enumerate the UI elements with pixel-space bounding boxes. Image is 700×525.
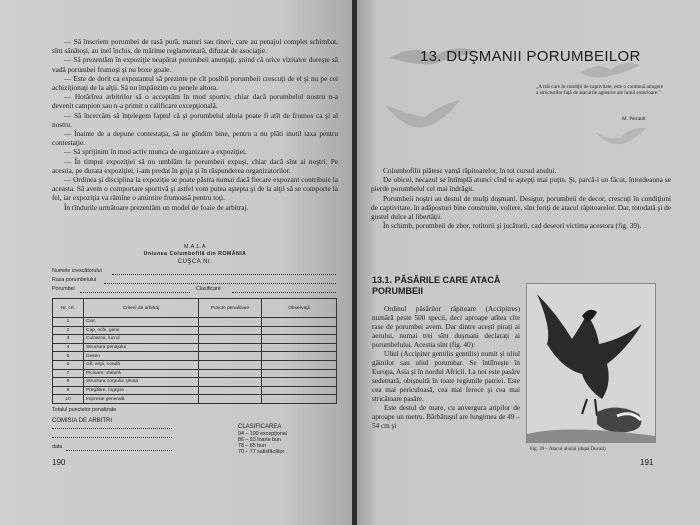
paragraph: Este destul de mare, cu anvergura aripilor de aproape un metru. Bărbătuşul are lungimea de 49 – 54 cm şi (372, 404, 520, 430)
field-owner-line (112, 274, 336, 275)
points-cell (199, 318, 262, 327)
table-row (53, 343, 337, 352)
paragraph: Columbofilii plătesc vamă răpitoarelor, în tot cursul anului. (383, 166, 557, 175)
paragraph: În rîndurile următoare prezentăm un model de foaie de arbitraj. (64, 202, 249, 212)
points-cell (199, 360, 262, 369)
paragraph: Porumbeii noştri au destul de mulţi duşmani. Desigur, porumbeii de decor, crescuţi în condiţiuni de captivitate, în adăposturi bine construite, voliere, sînt feriţi de atacul răpitoarelor. Dar, totodată şi de gustul dulce al libertăţii. (371, 193, 671, 222)
figure-caption: Fig. 39 – Atacul uliului (după Duvall) (530, 447, 606, 452)
row-number: 10 (53, 395, 84, 404)
form-header-org: M.A.L.A (184, 244, 206, 250)
paragraph: Ordinul păsărilor răpitoare (Accipitres) numără peste 500 specii, deci aproape atîtea cîte rase de porumbei avem. Dar dintre acești pirați ai aerului, numai trei sînt duşmani declaraţi ai porumbelului. Acestia sînt (fig. 40): (372, 305, 520, 349)
paragraph: În schimb, porumbeii de zbor, rotitorii şi jucătorii, cad deseori victima acestora (fig. 39). (383, 221, 642, 231)
classification-title: CLASIFICAREA (238, 424, 282, 430)
paragraph: — Să sprijinim în mod activ munca de organizare a expoziţiei. (64, 147, 247, 157)
criterion-label: Structura penajului (84, 343, 199, 352)
notes-cell (262, 378, 337, 387)
chapter-intro (371, 166, 671, 230)
points-cell (199, 378, 262, 387)
paragraph: De obicei, necazul se întîmplă atunci cînd te aştepţi mai puţin. Şi, parcă-i un făcut, întotdeauna se pierde porumbelul cel mai îndrăgit. (371, 175, 671, 194)
notes-cell (262, 386, 337, 395)
paragraph: — Hotărîrea arbitrilor să o acceptăm în mod sportiv, chiar dacă porumbelul nostru n-a devenit campion sau n-a primit o calificare excepţională. (52, 92, 338, 111)
epigraph-author: M. Perrault (622, 116, 646, 122)
points-cell (199, 335, 262, 344)
table-row (53, 386, 337, 395)
table-row (53, 335, 337, 344)
notes-cell (262, 343, 337, 352)
flying-bird-icon (380, 95, 465, 140)
judging-table (52, 298, 337, 404)
table-row (53, 395, 337, 404)
notes-cell (262, 352, 337, 361)
row-number: 6 (53, 360, 84, 369)
classification-row: 94 – 100 excepţional (238, 431, 287, 437)
committee-line (52, 428, 172, 429)
paragraph: — Să încercăm să înţelegem faptul că şi porumbelul altuia poate fi atît de frumos ca şi al nostru. (52, 110, 338, 129)
criterion-label: Desen (84, 352, 199, 361)
date-line (66, 450, 172, 451)
chapter-title: 13. DUŞMANII PORUMBEILOR (420, 48, 641, 65)
row-number: 5 (53, 352, 84, 361)
criteria-rows (53, 318, 337, 404)
criterion-label: Impresie generală (84, 395, 199, 404)
left-body-text (52, 37, 338, 212)
points-cell (199, 326, 262, 335)
table-row (53, 352, 337, 361)
notes-cell (262, 369, 337, 378)
hawk-attack-illustration (526, 283, 656, 443)
paragraph: — Să prezentăm în expoziţie neapărat porumbeii anunţaţi, ştiind că orice vizitator doreşte să vadă porumbei frumoşi şi nu boxe goale. (52, 55, 338, 74)
classification-row: 86 – 93 foarte bun (238, 437, 281, 443)
page-number-right: 191 (640, 458, 654, 467)
section-body (372, 305, 520, 431)
criterion-label: Structura corpului, ţinuta (84, 378, 199, 387)
field-owner-label: Numele crescătorului (52, 268, 102, 274)
notes-cell (262, 395, 337, 404)
section-title: 13.1. PĂSĂRILE CARE ATACĂ PORUMBEII (372, 275, 501, 296)
criterion-label: Pregătire, îngrijire (84, 386, 199, 395)
row-number: 3 (53, 335, 84, 344)
date-label: data (52, 444, 63, 450)
epigraph: „A trăi care în condiţii de captivitate, este o continuă atingere a structurilor faţă de atacurile agresive ale lumii exterioare." (536, 84, 664, 97)
page-number-left: 190 (52, 458, 66, 467)
row-number: 2 (53, 326, 84, 335)
notes-cell (262, 360, 337, 369)
committee-line (52, 437, 172, 438)
table-row (53, 326, 337, 335)
classification-row: 78 – 85 bun (238, 443, 266, 449)
criterion-label: Culoarea, lucrul (84, 335, 199, 344)
criterion-label: Cap, ochi, gene (84, 326, 199, 335)
paragraph: — În timpul expoziţiei să nu umblăm la porumbeii expuşi, chiar dacă sînt ai noştri. Pe acestia, pe durata expoziţiei, i-am predat în grija şi în răspunderea organizatorilor. (52, 156, 338, 175)
paragraph: — Să înscriem porumbei de rasă pură, maturi sau tineri, care au penajul complet schimbat, sînt sănătoşi, au inel închis, de mărime reglamentară, difuzat de asociaţie. (52, 37, 338, 56)
table-row (53, 318, 337, 327)
notes-cell (262, 326, 337, 335)
table-row (53, 369, 337, 378)
row-number: 9 (53, 386, 84, 395)
paragraph: — Înainte de a depune contestaţia, să ne gîndim bine, pentru a nu plăti inutil taxa pentru contestaţie. (52, 129, 338, 148)
notes-cell (262, 335, 337, 344)
field-breed-label: Rasa porumbelului (52, 277, 97, 283)
classification-row: 70 – 77 satisfăcător (238, 449, 285, 455)
flying-bird-icon (590, 120, 650, 150)
col-notes-header: Observaţii (262, 299, 337, 318)
paragraph: Uliul (Accipiter gentilis gentilis) numit şi uliul găinilor sau uliul porumbar. Se întîlneşte în Europa, Asia şi în nordul Africii. La noi este pasăre sedentară, obişnuită în toate regiunile patriei. Este cea mai periculoasă, cea mai feroce şi cea mai stricătoare pasăre. (372, 350, 520, 403)
hawk-icon (527, 284, 655, 442)
criterion-label: Picioare, statură (84, 369, 199, 378)
paragraph: — Este de dorit ca expozantul să prezinte pe cît posibil porumbeii crescuţi de el şi nu pe cei achiziţionaţi de la alţii. Să nu împânzim cu penele altora. (52, 73, 338, 93)
total-points-label: Totalul punctelor penalizate (52, 407, 117, 413)
col-points-header: Puncte penalizare (199, 299, 262, 318)
row-number: 4 (53, 343, 84, 352)
row-number: 1 (53, 318, 84, 327)
form-header-union: Uniunea Columbofilă din ROMÂNIA (143, 251, 247, 257)
col-criteria-header: Criterii de arbitraj (84, 299, 199, 318)
form-header-cage: CUŞCA Nr. (177, 259, 213, 265)
field-class-line (232, 292, 336, 293)
points-cell (199, 386, 262, 395)
field-ring-line (80, 292, 190, 293)
notes-cell (262, 318, 337, 327)
points-cell (199, 369, 262, 378)
committee-label: COMISIA DE ARBITRI (52, 418, 113, 424)
paragraph: — Ordinea şi disciplina la expoziţie se poate păstra numai dacă fiecare expozant contribuie la aceasta. Să avem o comportare sportivă şi astfel vom putea aştepta şi de la alţii să se comporte la fel, iar expoziţia va rămîne o amintire frumoasă pentru toţi. (52, 175, 338, 203)
col-nr-header: Nr. crt. (53, 299, 84, 318)
field-class-label: Clasificare (196, 286, 221, 292)
table-row (53, 378, 337, 387)
points-cell (199, 343, 262, 352)
row-number: 7 (53, 369, 84, 378)
criterion-label: Gît, aripi, coadă (84, 360, 199, 369)
row-number: 8 (53, 378, 84, 387)
table-row (53, 360, 337, 369)
points-cell (199, 395, 262, 404)
field-ring-label: Porumbel (52, 286, 75, 292)
points-cell (199, 352, 262, 361)
criterion-label: Cioc (84, 318, 199, 327)
field-breed-line (104, 283, 336, 284)
